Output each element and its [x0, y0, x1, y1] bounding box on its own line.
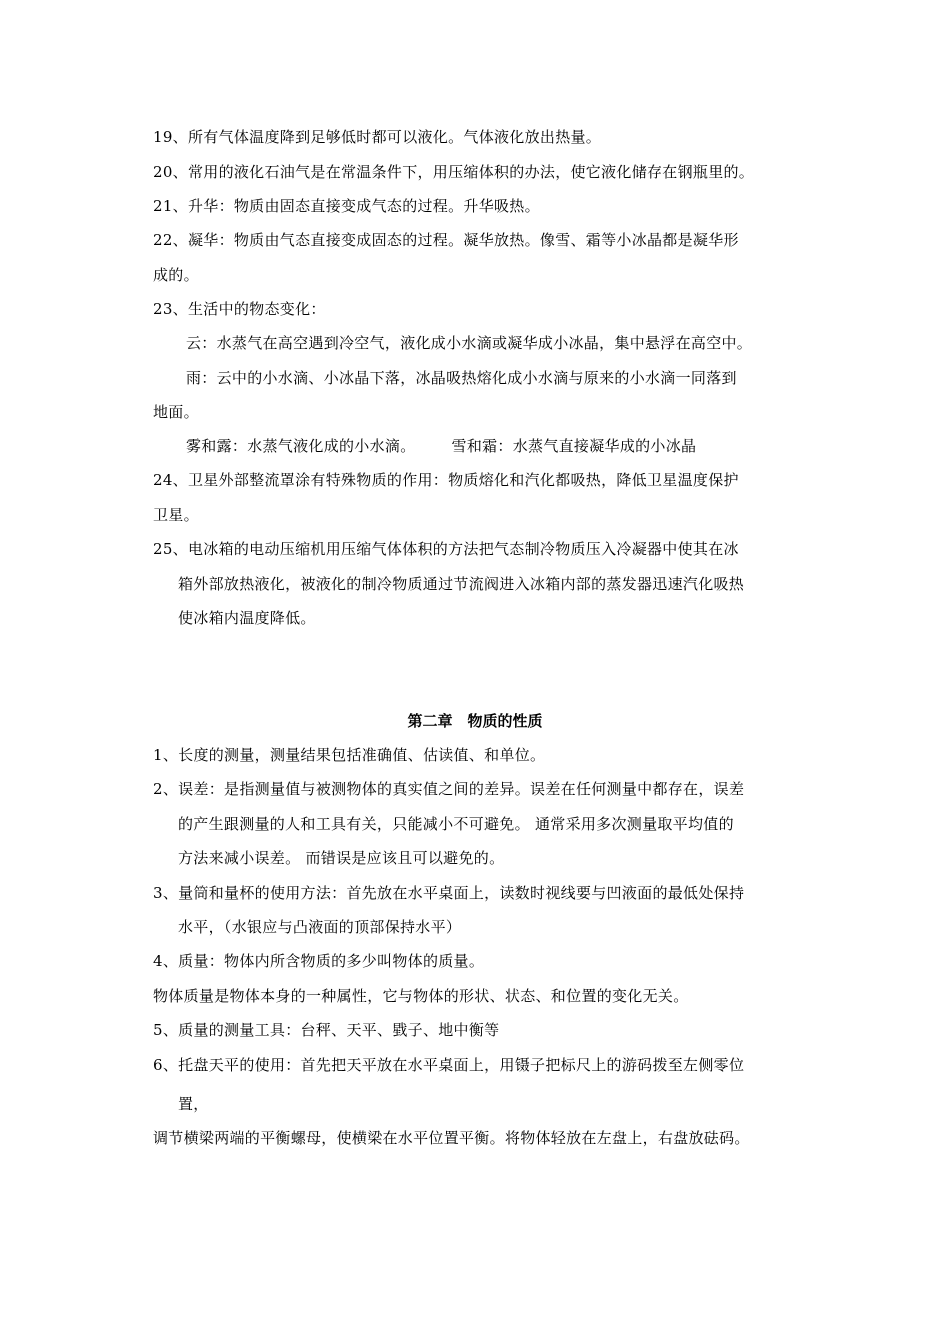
paragraph-line: 调节横梁两端的平衡螺母，使横梁在水平位置平衡。将物体轻放在左盘上，右盘放砝码。 [153, 1129, 750, 1147]
snow-frost-text: 雪和霜：水蒸气直接凝华成的小冰晶 [451, 437, 697, 455]
paragraph-line: 22、凝华：物质由气态直接变成固态的过程。凝华放热。像雪、霜等小冰晶都是凝华形 [153, 231, 739, 249]
paragraph-line: 的产生跟测量的人和工具有关，只能减小不可避免。 通常采用多次测量取平均值的 [178, 815, 734, 833]
paragraph-line: 4、质量：物体内所含物质的多少叫物体的质量。 [153, 952, 485, 970]
paragraph-line: 水平，（水银应与凸液面的顶部保持水平） [178, 918, 462, 936]
paragraph-line: 20、常用的液化石油气是在常温条件下，用压缩体积的办法，使它液化储存在钢瓶里的。 [153, 163, 755, 181]
paragraph-line: 云：水蒸气在高空遇到冷空气，液化成小水滴或凝华成小冰晶，集中悬浮在高空中。 [186, 334, 753, 352]
paragraph-line: 25、电冰箱的电动压缩机用压缩气体体积的方法把气态制冷物质压入冷凝器中使其在冰 [153, 540, 739, 558]
paragraph-line: 21、升华：物质由固态直接变成气态的过程。升华吸热。 [153, 197, 540, 215]
paragraph-line: 置， [178, 1095, 209, 1113]
paragraph-line: 5、质量的测量工具：台秤、天平、戥子、地中衡等 [153, 1021, 500, 1039]
fog-dew-text: 雾和露：水蒸气液化成的小水滴。 [186, 437, 416, 455]
paragraph-line: 使冰箱内温度降低。 [178, 609, 316, 627]
paragraph-line: 1、长度的测量，测量结果包括准确值、估读值、和单位。 [153, 746, 546, 764]
paragraph-line: 23、生活中的物态变化： [153, 300, 326, 318]
paragraph-line: 6、托盘天平的使用：首先把天平放在水平桌面上，用镊子把标尺上的游码拨至左侧零位 [153, 1056, 745, 1074]
chapter-title: 第二章 物质的性质 [407, 712, 543, 730]
paragraph-line: 2、误差：是指测量值与被测物体的真实值之间的差异。误差在任何测量中都存在，误差 [153, 780, 745, 798]
paragraph-line: 方法来减小误差。 而错误是应该且可以避免的。 [178, 849, 505, 867]
paragraph-line: 雨：云中的小水滴、小冰晶下落，冰晶吸热熔化成小水滴与原来的小水滴一同落到 [186, 369, 737, 387]
paragraph-line: 地面。 [153, 403, 199, 421]
paragraph-line: 箱外部放热液化，被液化的制冷物质通过节流阀进入冰箱内部的蒸发器迅速汽化吸热 [178, 575, 745, 593]
paragraph-line: 19、所有气体温度降到足够低时都可以液化。气体液化放出热量。 [153, 128, 602, 146]
paragraph-line [186, 436, 696, 456]
paragraph-line: 卫星。 [153, 506, 199, 524]
paragraph-line: 成的。 [153, 266, 199, 284]
paragraph-line: 3、量筒和量杯的使用方法：首先放在水平桌面上，读数时视线要与凹液面的最低处保持 [153, 884, 745, 902]
paragraph-line: 物体质量是物体本身的一种属性，它与物体的形状、状态、和位置的变化无关。 [153, 987, 689, 1005]
paragraph-line: 24、卫星外部整流罩涂有特殊物质的作用：物质熔化和汽化都吸热，降低卫星温度保护 [153, 471, 739, 489]
